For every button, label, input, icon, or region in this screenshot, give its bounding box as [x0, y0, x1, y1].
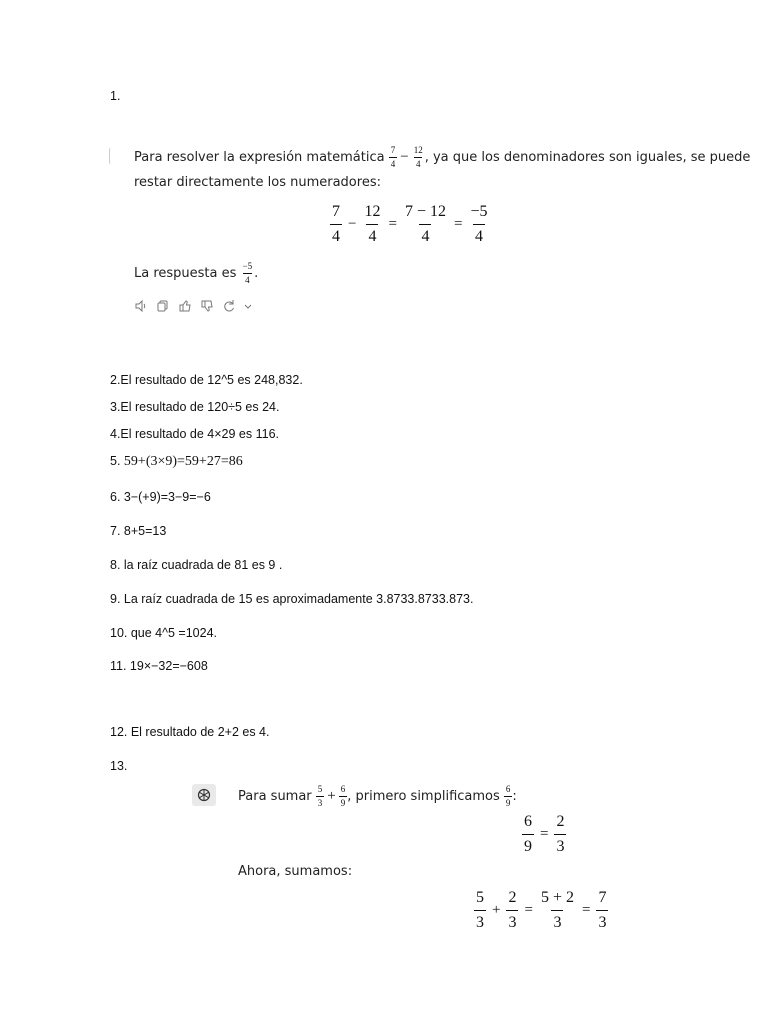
- quote-mark: [109, 148, 112, 164]
- item-1-number: 1.: [110, 89, 121, 103]
- thumbs-up-icon[interactable]: [178, 299, 192, 313]
- speaker-icon[interactable]: [134, 299, 148, 313]
- item-2: 2.El resultado de 12^5 es 248,832.: [110, 373, 303, 387]
- solution1-answer: La respuesta es $\frac{-5}{4}$ .: [134, 261, 259, 285]
- cropped-text-fragment: [410, 940, 520, 946]
- response-action-icons: [134, 299, 252, 313]
- thumbs-down-icon[interactable]: [200, 299, 214, 313]
- item-8: 8. la raíz cuadrada de 81 es 9 .: [110, 558, 283, 572]
- item-11: 11. 19×−32=−608: [110, 659, 208, 673]
- item-10: 10. que 4^5 =1024.: [110, 626, 218, 640]
- solution13-intro: Para sumar $\frac{5}{3}$ + $\frac{6}{9}$ , primero simplificamos $\frac{6}{9}$ :: [238, 784, 517, 808]
- item-3: 3.El resultado de 120÷5 es 24.: [110, 400, 280, 414]
- fraction-7-4: $\frac{7}{4}$: [390, 145, 396, 169]
- solution1-intro-line2: restar directamente los numeradores:: [134, 175, 381, 190]
- item-5: 5. 59+(3×9)=59+27=86: [110, 454, 243, 469]
- assistant-avatar-icon: [192, 784, 216, 806]
- copy-icon[interactable]: [156, 299, 170, 313]
- solution13-simplify-equation: $\frac{6}{9}$ = $\frac{2}{3}$: [524, 813, 565, 855]
- item-13-number: 13.: [110, 759, 128, 773]
- solution13-ahora: Ahora, sumamos:: [238, 864, 353, 879]
- item-7: 7. 8+5=13: [110, 524, 167, 538]
- item-9: 9. La raíz cuadrada de 15 es aproximadamente 3.8733.8733.873.: [110, 592, 474, 606]
- item-4: 4.El resultado de 4×29 es 116.: [110, 427, 279, 441]
- solution1-intro-line1: Para resolver la expresión matemática $\frac{7}{4}$ − $\frac{12}{4}$ , ya que los denominadores son iguales, se puede: [134, 145, 751, 169]
- fraction-12-4: $\frac{12}{4}$: [413, 145, 423, 169]
- chevron-down-icon[interactable]: [244, 299, 252, 313]
- solution1-equation: $\frac{7}{4}$ − $\frac{12}{4}$ = $\frac{7 - 12}{4}$ = $\frac{-5}{4}$: [332, 203, 488, 245]
- item-12: 12. El resultado de 2+2 es 4.: [110, 725, 270, 739]
- item-6: 6. 3−(+9)=3−9=−6: [110, 490, 211, 504]
- solution13-sum-equation: $\frac{5}{3}$ + $\frac{2}{3}$ = $\frac{5 + 2}{3}$ = $\frac{7}{3}$: [476, 889, 607, 931]
- regenerate-icon[interactable]: [222, 299, 236, 313]
